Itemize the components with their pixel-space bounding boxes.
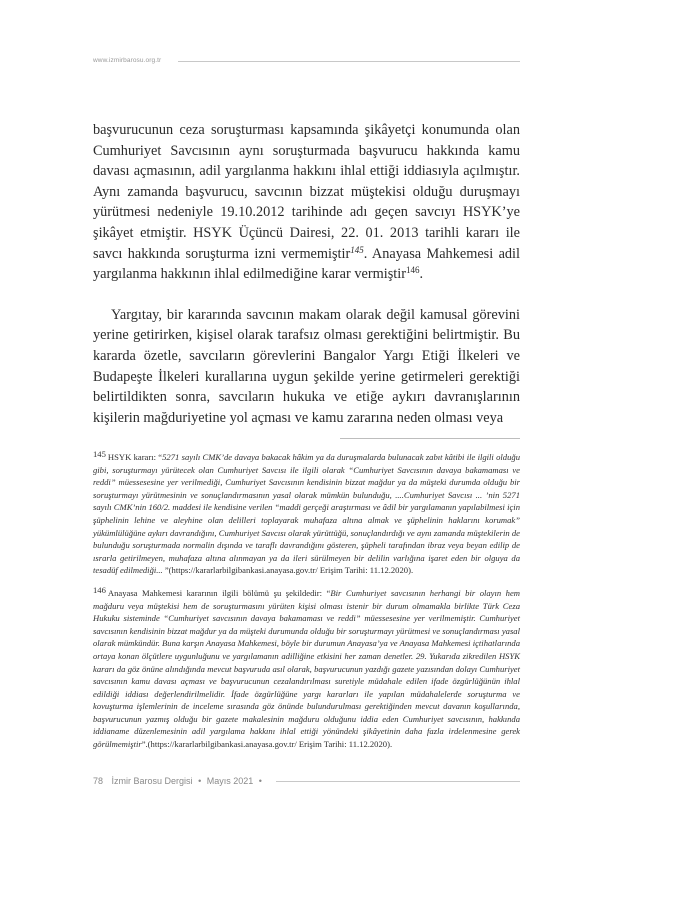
footnote-quote: Bir Cumhuriyet savcısının herhangi bir olayın hem mağduru veya müştekisi hem de soruşturmasını yürüten kişisi olması istenir bir durum olmamakla birlikte Türk Ceza Hukuku sisteminde “Cumhuriyet savcısının davaya bakamaması ve reddi” müessesesine yer verilmemiştir. Cumhuriyet savcısının kendisinin bizzat mağdur ya da müşteki durumunda olduğu bir soruşturmayı yürütmesi ve sonuçlandırması yasal olarak mümkündür. Buna karşın Anayasa Mahkemesi, böyle bir durumun Anayasa’ya ve Anayasa Mahkemesi içtihatlarında ortaya konan ölçütlere uygunluğunu ve yargılamanın adilliğine etkisini her zaman denetler. 29. Yukarıda zikredilen HSYK kararı da göz önüne alındığında mevcut başvuruda asıl olarak, başvurucunun yazdığı gazete yazısından dolayı Cumhuriyet savcısının kamu davası açması ve başvurucunun cezalandırılması suretiyle müdahale edilen ifade özgürlüğünün ihlal edildiği iddiası değerlendirilmelidir. İfade özgürlüğüne yargı kararları ile yapılan müdahalelerde soruşturma ve kovuşturma işlemlerinin de inceleme sırasında göz önünde bulundurulması gerektiğinden mevcut davanın koşullarında, başvurucunun yazmış olduğu bir gazete makalesinin mağduru olduğunu iddia eden Cumhuriyet savcısının, hakkında iddianame düzenlemesinin adil yargılama hakkını ihlal ettiği yönündeki şikâyetinin daha fazla irdelenmesine gerek görülmemiştir (93, 587, 520, 750)
paragraph-1 (93, 120, 520, 285)
footnote-145 (93, 448, 520, 577)
header-url: www.izmirbarosu.org.tr (93, 57, 162, 64)
footer-bullet: • (198, 776, 202, 786)
footnote-146 (93, 584, 520, 751)
footnote-tail: ”(https://kararlarbilgibankasi.anayasa.gov.tr/ Erişim Tarihi: 11.12.2020). (162, 565, 414, 576)
page-footer (93, 776, 265, 786)
issue-date: Mayıs 2021 (206, 776, 254, 786)
footnote-number: 146 (93, 584, 106, 595)
footnote-lead: Anayasa Mahkemesi kararının ilgili bölümü şu şekildedir: “ (107, 587, 331, 598)
paragraph-1-text-a: başvurucunun ceza soruşturması kapsamında şikâyetçi konumunda olan Cumhuriyet Savcısının aynı soruşturmada başvurucu hakkında kamu davası açmasının, adil yargılanma hakkını ihlal ettiği iddiasıyla açılmıştır. Aynı zamanda başvurucu, savcının bizzat müştekisi olduğu duruşmayı yürütmesi nedeniyle 19.10.2012 tarihinde adı geçen savcıyı HSYK’ye şikâyet etmiştir. HSYK Üçüncü Dairesi, 22. 01. 2013 tarihli kararı ile savcı hakkında soruşturma izni vermemiştir (93, 122, 520, 262)
footnote-rule (340, 438, 520, 439)
body-text (93, 120, 520, 428)
footer-bullet: • (258, 776, 262, 786)
footer-rule (276, 781, 520, 782)
footnote-ref-146[interactable]: 146 (405, 265, 420, 276)
paragraph-1-text-b: . Anayasa Mahkemesi adil yargılanma hakkının ihlal edilmediğine karar vermiştir (93, 245, 521, 283)
footnote-lead: HSYK kararı: “ (107, 452, 163, 462)
paragraph-2: Yargıtay, bir kararında savcının makam olarak değil kamusal görevini yerine getirirken, kişisel olarak tarafsız olması gerektiğini belirtmiştir. Bu kararda özetle, savcıların görevlerini Bangalor Yargı Etiği İlkeleri ve Budapeşte İlkeleri kurallarına uygun şekilde yerine getirmeleri gerektiği belirtildikten sonra, savcıların hukuka ve etiğe aykırı davranışlarının kişilerin mağduriyetine yol açması ve kamu zararına neden olması veya (93, 306, 520, 426)
paragraph-1-text-c: . (419, 266, 424, 283)
footnotes (93, 448, 520, 751)
footnote-number: 145 (93, 449, 106, 459)
footnote-tail: ”.(https://kararlarbilgibankasi.anayasa.gov.tr/ Erişim Tarihi: 11.12.2020). (141, 739, 393, 750)
header-rule (178, 61, 520, 62)
footnote-ref-145[interactable]: 145 (350, 244, 364, 255)
page-number: 78 (93, 776, 104, 786)
journal-name: İzmir Barosu Dergisi (111, 776, 193, 786)
footnote-quote: 5271 sayılı CMK’de davaya bakacak hâkim ya da duruşmalarda bulunacak zabıt kâtibi ile ilgili olduğu gibi, soruşturmayı yürütecek olan Cumhuriyet Savcısı ile ilgili olarak “Cumhuriyet Savcısının davaya bakamaması ve reddi” müessesesine yer verilmediği, Cumhuriyet Savcısının kendisinin bizzat mağdur ya da müşteki durumda olduğu bir soruşturmayı yürütmesinin ve sonuçlandırmasının yasal olarak mümkün bulunduğu, ....Cumhuriyet Savcısı ... ’nin 5271 sayılı CMK’nin 160/2. maddesi ile kendisine verilen “maddi gerçeği araştırması ve âdil bir yargılamanın yapılabilmesi için şüphelinin lehine ve aleyhine olan delilleri toplayarak muhafaza altına almak ve şüphelinin haklarını korumak” yükümlülüğüne aykırı davrandığını, Cumhuriyet Savcısı olarak yürüttüğü, sonuçlandırdığı ve aynı zamanda müştekilerin de bulunduğu soruşturmada normalin dışında ve taraflı davrandığını gösteren, şüpheli tarafından ibraz veya beyan edilip de ısrarla getirilmeyen, muhafaza altına alınmayan ya da ileri sürülmeyen bir delilin varlığına işaret eden bir olguya da tesadüf edilmediği... (93, 452, 520, 576)
